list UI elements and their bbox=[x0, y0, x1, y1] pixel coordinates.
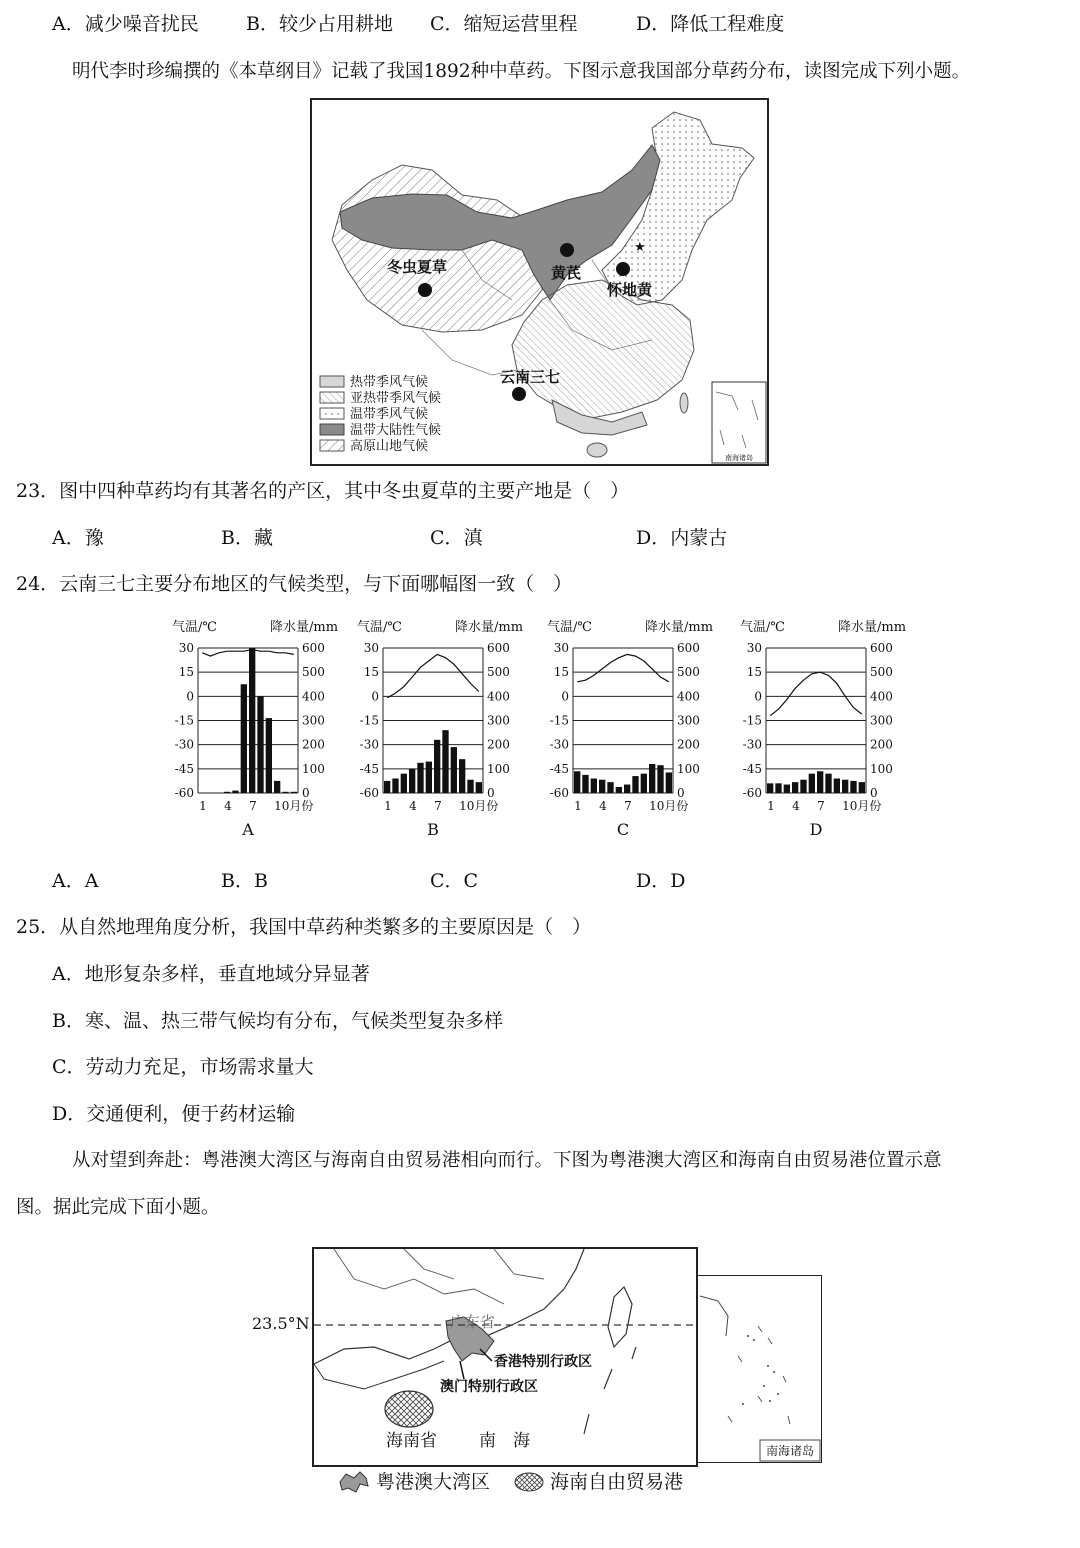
precip-bar-month-3 bbox=[784, 785, 790, 793]
bay-area-map bbox=[312, 1247, 698, 1467]
precip-tick-label: 600 bbox=[870, 641, 893, 655]
temp-tick-label: 0 bbox=[186, 689, 194, 704]
climate-chart-C bbox=[545, 615, 725, 850]
precip-bar-month-6 bbox=[426, 762, 432, 793]
month-tick-label: 4 bbox=[224, 799, 232, 813]
month-tick-label: 7 bbox=[817, 799, 825, 813]
precip-bar-month-3 bbox=[401, 774, 407, 793]
q24-stem: 24．云南三七主要分布地区的气候类型，与下面哪幅图一致（ ） bbox=[16, 573, 573, 595]
chart-title: A bbox=[242, 820, 254, 839]
precip-bar-month-5 bbox=[232, 791, 238, 793]
precip-tick-label: 400 bbox=[487, 689, 510, 704]
climate-charts bbox=[0, 615, 1080, 850]
precip-tick-label: 300 bbox=[487, 713, 510, 728]
temp-tick-label: -15 bbox=[742, 713, 762, 728]
temp-tick-label: 15 bbox=[746, 665, 762, 680]
temp-tick-label: 15 bbox=[553, 665, 569, 680]
herb-label-huangqi: 黄芪 bbox=[551, 264, 582, 282]
legend-swatch-temperate-monsoon bbox=[320, 408, 344, 419]
precip-tick-label: 0 bbox=[677, 786, 685, 800]
temp-tick-label: -45 bbox=[549, 761, 569, 776]
precip-bar-month-9 bbox=[641, 774, 647, 793]
legend-label-subtropical: 亚热带季风气候 bbox=[350, 391, 442, 406]
chart-title: C bbox=[616, 820, 630, 839]
legend-hainan-label: 海南自由贸易港 bbox=[550, 1471, 684, 1493]
intro-bay-line2: 图。据此完成下面小题。 bbox=[16, 1197, 220, 1218]
temp-tick-label: -60 bbox=[742, 786, 762, 800]
inset-label: 南海诸岛 bbox=[725, 454, 753, 462]
precip-bar-month-9 bbox=[451, 747, 457, 793]
q24-option-d: D．D bbox=[636, 870, 686, 892]
latitude-label: 23.5°N bbox=[252, 1314, 310, 1333]
temp-curve bbox=[577, 654, 669, 681]
intro-bay-line1: 从对望到奔赴：粤港澳大湾区与海南自由贸易港相向而行。下图为粤港澳大湾区和海南自由贸易港位置示意 bbox=[72, 1150, 942, 1171]
precip-tick-label: 500 bbox=[487, 665, 510, 680]
precip-bar-month-6 bbox=[809, 774, 815, 793]
climate-chart-D bbox=[738, 615, 918, 850]
q23-option-d: D．内蒙古 bbox=[636, 527, 728, 549]
temp-tick-label: 30 bbox=[553, 641, 569, 655]
intro-herbs: 明代李时珍编撰的《本草纲目》记载了我国1892种中草药。下图示意我国部分草药分布，读图完成下列小题。 bbox=[72, 61, 971, 82]
precip-bar-month-4 bbox=[409, 769, 415, 793]
month-tick-label: 10月份 bbox=[274, 799, 314, 813]
precip-tick-label: 400 bbox=[302, 689, 325, 704]
temp-axis-label: 气温/℃ bbox=[740, 620, 785, 635]
precip-tick-label: 0 bbox=[870, 786, 878, 800]
temp-tick-label: 30 bbox=[178, 641, 194, 655]
month-tick-label: 10月份 bbox=[649, 799, 689, 813]
precip-bar-month-10 bbox=[842, 780, 848, 793]
precip-tick-label: 100 bbox=[870, 761, 893, 776]
precip-tick-label: 600 bbox=[487, 641, 510, 655]
q22-option-c: C．缩短运营里程 bbox=[430, 13, 578, 35]
precip-tick-label: 500 bbox=[302, 665, 325, 680]
china-map-graphic bbox=[312, 100, 767, 464]
precip-bar-month-10 bbox=[274, 781, 280, 793]
precip-tick-label: 300 bbox=[302, 713, 325, 728]
herb-point-huangqi bbox=[560, 243, 574, 257]
precip-tick-label: 200 bbox=[487, 737, 510, 752]
legend-bay-icon bbox=[338, 1470, 372, 1494]
precip-tick-label: 300 bbox=[677, 713, 700, 728]
temp-tick-label: 0 bbox=[561, 689, 569, 704]
precip-tick-label: 500 bbox=[870, 665, 893, 680]
legend-bay-label: 粤港澳大湾区 bbox=[376, 1471, 491, 1493]
q22-option-b: B．较少占用耕地 bbox=[246, 13, 393, 35]
precip-tick-label: 0 bbox=[302, 786, 310, 800]
macau-label: 澳门特别行政区 bbox=[440, 1379, 538, 1395]
temp-tick-label: -30 bbox=[549, 737, 569, 752]
hk-label: 香港特别行政区 bbox=[494, 1354, 592, 1370]
hainan-label: 海南省 bbox=[386, 1431, 437, 1451]
precip-bar-month-1 bbox=[767, 783, 773, 793]
legend-label-tropical: 热带季风气候 bbox=[350, 375, 429, 390]
month-tick-label: 1 bbox=[384, 799, 392, 813]
temp-tick-label: -45 bbox=[359, 761, 379, 776]
precip-axis-label: 降水量/mm bbox=[645, 620, 714, 635]
precip-bar-month-3 bbox=[591, 779, 597, 794]
month-tick-label: 7 bbox=[249, 799, 257, 813]
chart-title: B bbox=[427, 820, 439, 839]
q24-option-a: A．A bbox=[52, 870, 99, 892]
temp-tick-label: -30 bbox=[742, 737, 762, 752]
capital-star-icon: ★ bbox=[634, 240, 646, 255]
precip-tick-label: 600 bbox=[302, 641, 325, 655]
precip-tick-label: 200 bbox=[870, 737, 893, 752]
temp-tick-label: -15 bbox=[549, 713, 569, 728]
precip-tick-label: 100 bbox=[487, 761, 510, 776]
temp-axis-label: 气温/℃ bbox=[547, 620, 592, 635]
temp-tick-label: -30 bbox=[359, 737, 379, 752]
month-tick-label: 7 bbox=[434, 799, 442, 813]
precip-bar-month-12 bbox=[476, 782, 482, 793]
herb-label-sanqi: 云南三七 bbox=[500, 368, 561, 386]
precip-bar-month-7 bbox=[249, 648, 255, 793]
precip-bar-month-10 bbox=[459, 759, 465, 793]
precip-tick-label: 400 bbox=[677, 689, 700, 704]
temp-tick-label: 15 bbox=[363, 665, 379, 680]
temp-tick-label: -45 bbox=[174, 761, 194, 776]
q25-option-b: B．寒、温、热三带气候均有分布，气候类型复杂多样 bbox=[52, 1010, 503, 1032]
precip-bar-month-9 bbox=[266, 718, 272, 793]
month-tick-label: 10月份 bbox=[459, 799, 499, 813]
herb-point-sanqi bbox=[512, 387, 526, 401]
q22-option-d: D．降低工程难度 bbox=[636, 13, 785, 35]
precip-axis-label: 降水量/mm bbox=[270, 620, 339, 635]
chart-title: D bbox=[809, 820, 823, 839]
precip-axis-label: 降水量/mm bbox=[455, 620, 524, 635]
temp-tick-label: -30 bbox=[174, 737, 194, 752]
precip-bar-month-1 bbox=[384, 781, 390, 793]
month-tick-label: 1 bbox=[199, 799, 207, 813]
precip-bar-month-8 bbox=[257, 696, 263, 793]
q23-stem: 23．图中四种草药均有其著名的产区，其中冬虫夏草的主要产地是（ ） bbox=[16, 480, 630, 502]
precip-bar-month-8 bbox=[632, 776, 638, 793]
bay-inset-map bbox=[697, 1275, 822, 1463]
temp-tick-label: -15 bbox=[359, 713, 379, 728]
precip-bar-month-5 bbox=[607, 782, 613, 793]
temp-axis-label: 气温/℃ bbox=[357, 620, 402, 635]
precip-bar-month-12 bbox=[666, 772, 672, 793]
sea-label: 南 海 bbox=[479, 1431, 530, 1451]
precip-bar-month-7 bbox=[624, 785, 630, 793]
precip-bar-month-7 bbox=[434, 740, 440, 793]
temp-tick-label: -15 bbox=[174, 713, 194, 728]
precip-tick-label: 500 bbox=[677, 665, 700, 680]
temp-tick-label: -60 bbox=[359, 786, 379, 800]
precip-tick-label: 300 bbox=[870, 713, 893, 728]
precip-tick-label: 100 bbox=[677, 761, 700, 776]
q25-option-a: A．地形复杂多样，垂直地域分异显著 bbox=[52, 963, 370, 985]
q22-option-a: A．减少噪音扰民 bbox=[52, 13, 199, 35]
q25-stem: 25．从自然地理角度分析，我国中草药种类繁多的主要原因是（ ） bbox=[16, 916, 592, 938]
precip-bar-month-11 bbox=[657, 765, 663, 793]
precip-bar-month-2 bbox=[582, 775, 588, 793]
precip-tick-label: 200 bbox=[677, 737, 700, 752]
precip-bar-month-7 bbox=[817, 771, 823, 793]
inset-frame bbox=[712, 382, 766, 463]
precip-bar-month-9 bbox=[834, 779, 840, 794]
q25-option-c: C．劳动力充足，市场需求量大 bbox=[52, 1056, 314, 1078]
legend-swatch-plateau bbox=[320, 440, 344, 451]
bay-inset-label: 南海诸岛 bbox=[765, 1444, 815, 1458]
temp-curve bbox=[202, 650, 294, 657]
legend-hainan-icon bbox=[512, 1470, 546, 1494]
precip-bar-month-8 bbox=[442, 730, 448, 793]
temp-tick-label: 0 bbox=[371, 689, 379, 704]
legend-swatch-continental bbox=[320, 424, 344, 435]
q23-option-c: C．滇 bbox=[430, 527, 483, 549]
precip-tick-label: 100 bbox=[302, 761, 325, 776]
legend-label-plateau: 高原山地气候 bbox=[350, 439, 429, 454]
temp-tick-label: -45 bbox=[742, 761, 762, 776]
climate-chart-A bbox=[170, 615, 350, 850]
temp-tick-label: 30 bbox=[746, 641, 762, 655]
temp-tick-label: 30 bbox=[363, 641, 379, 655]
precip-bar-month-6 bbox=[241, 684, 247, 793]
legend-swatch-subtropical bbox=[320, 392, 344, 403]
precip-bar-month-11 bbox=[850, 781, 856, 793]
precip-bar-month-4 bbox=[224, 792, 230, 793]
month-tick-label: 4 bbox=[599, 799, 607, 813]
q23-option-a: A．豫 bbox=[52, 527, 104, 549]
month-tick-label: 1 bbox=[767, 799, 775, 813]
legend-label-continental: 温带大陆性气候 bbox=[350, 423, 442, 438]
climate-chart-B bbox=[355, 615, 535, 850]
herb-label-dongchong: 冬虫夏草 bbox=[387, 258, 448, 276]
herb-label-huaidihuang: 怀地黄 bbox=[607, 281, 653, 299]
herb-point-huaidihuang bbox=[616, 262, 630, 276]
precip-bar-month-5 bbox=[417, 763, 423, 793]
temp-tick-label: 0 bbox=[754, 689, 762, 704]
temp-curve bbox=[387, 654, 479, 698]
precip-tick-label: 400 bbox=[870, 689, 893, 704]
precip-bar-month-4 bbox=[792, 782, 798, 793]
month-tick-label: 10月份 bbox=[842, 799, 882, 813]
precip-bar-month-2 bbox=[775, 783, 781, 793]
precip-bar-month-11 bbox=[282, 792, 288, 793]
q24-option-c: C．C bbox=[430, 870, 479, 892]
q25-option-d: D．交通便利，便于药材运输 bbox=[52, 1103, 296, 1125]
temp-axis-label: 气温/℃ bbox=[172, 620, 217, 635]
precip-bar-month-8 bbox=[825, 774, 831, 793]
precip-tick-label: 0 bbox=[487, 786, 495, 800]
precip-bar-month-5 bbox=[800, 780, 806, 793]
herb-distribution-map bbox=[310, 98, 769, 466]
temp-tick-label: -60 bbox=[174, 786, 194, 800]
province-label-guangdong: 广东省 bbox=[450, 1313, 496, 1331]
precip-bar-month-12 bbox=[291, 792, 297, 793]
legend-label-temperate-monsoon: 温带季风气候 bbox=[350, 407, 429, 422]
herb-point-dongchong bbox=[418, 283, 432, 297]
precip-bar-month-11 bbox=[467, 780, 473, 793]
precip-tick-label: 200 bbox=[302, 737, 325, 752]
q23-option-b: B．藏 bbox=[221, 527, 273, 549]
month-tick-label: 4 bbox=[792, 799, 800, 813]
precip-tick-label: 600 bbox=[677, 641, 700, 655]
temp-curve bbox=[770, 672, 862, 716]
month-tick-label: 7 bbox=[624, 799, 632, 813]
month-tick-label: 1 bbox=[574, 799, 582, 813]
precip-bar-month-4 bbox=[599, 780, 605, 793]
month-tick-label: 4 bbox=[409, 799, 417, 813]
q24-option-b: B．B bbox=[221, 870, 268, 892]
hainan-island bbox=[385, 1391, 433, 1427]
legend-swatch-tropical bbox=[320, 376, 344, 387]
precip-bar-month-1 bbox=[574, 771, 580, 793]
precip-bar-month-6 bbox=[616, 787, 622, 793]
bay-map-graphic bbox=[314, 1249, 696, 1465]
precip-bar-month-12 bbox=[859, 782, 865, 793]
temp-tick-label: -60 bbox=[549, 786, 569, 800]
precip-bar-month-10 bbox=[649, 764, 655, 793]
precip-bar-month-2 bbox=[392, 779, 398, 794]
temp-tick-label: 15 bbox=[178, 665, 194, 680]
precip-axis-label: 降水量/mm bbox=[838, 620, 907, 635]
